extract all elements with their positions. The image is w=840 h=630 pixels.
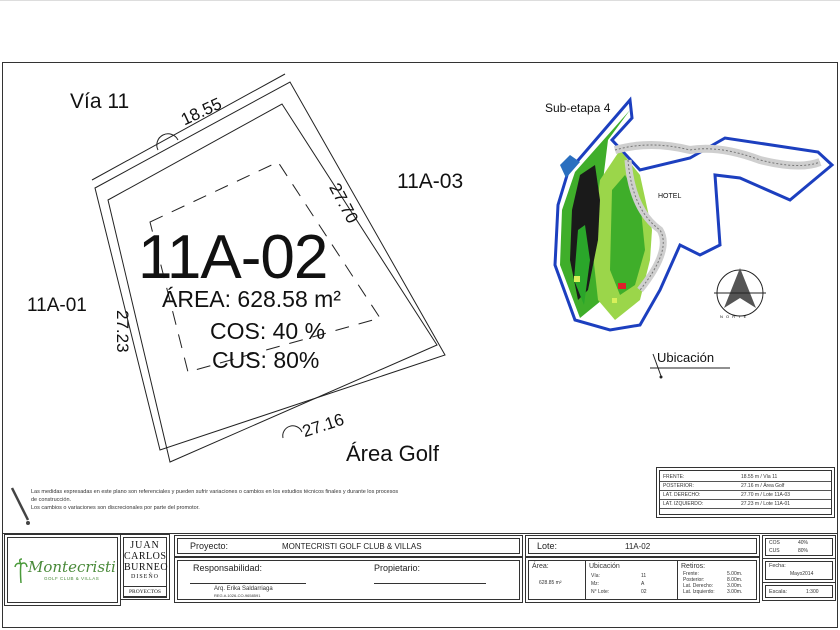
location-map-title: Sub-etapa 4 xyxy=(545,101,611,115)
fecha-value: Mayo2014 xyxy=(790,571,814,577)
firm-line3: BURNEO xyxy=(124,562,169,573)
spec-row xyxy=(660,482,831,491)
owner-label: Propietario: xyxy=(374,563,421,573)
neighbor-bottom-label: Área Golf xyxy=(346,441,439,466)
firm-line1: JUAN xyxy=(130,540,160,551)
cos-cus-box xyxy=(765,538,833,556)
retiros-row-label: Lat. Derecho: xyxy=(683,583,714,589)
top-border-line xyxy=(0,0,840,1)
neighbor-top-label: Vía 11 xyxy=(70,90,130,113)
retiros-label: Retiros: xyxy=(681,563,706,570)
retiros-row-value: 5.00m. xyxy=(727,571,743,577)
note-2: Los cambios o variaciones son discrecionales por parte del promotor. xyxy=(31,505,200,511)
lot-cos-text: COS: 40 % xyxy=(210,318,326,344)
dim-top: 18.55 xyxy=(178,94,225,130)
fecha-label: Fecha: xyxy=(769,563,786,569)
logo-palm-icon xyxy=(14,558,28,584)
spec-label: LAT. DERECHO: xyxy=(660,491,738,500)
golf-club-icon xyxy=(8,486,32,528)
retiros-row-value: 3.00m. xyxy=(727,583,743,589)
ubic-row-label: Vía: xyxy=(591,573,600,579)
ubic-row-label: N° Lote: xyxy=(591,589,610,595)
spec-row xyxy=(660,491,831,500)
escala-label: Escala: xyxy=(769,589,788,595)
location-caption-underline xyxy=(645,350,735,380)
cus-label: CUS xyxy=(769,548,780,554)
spec-row xyxy=(660,473,831,482)
location-map xyxy=(545,95,835,345)
logo-text: Montecristi xyxy=(28,558,116,576)
firm-line4: DISEÑO xyxy=(131,574,159,580)
retiros-row-label: Frente: xyxy=(683,571,699,577)
spec-table-box xyxy=(659,470,832,515)
neighbor-right-label: 11A-03 xyxy=(397,170,464,193)
lot-cus-text: CUS: 80% xyxy=(212,347,320,373)
logo-sub: GOLF CLUB & VILLAS xyxy=(44,576,100,581)
spec-row xyxy=(660,500,831,509)
area-label: Área: xyxy=(532,563,549,570)
note-1: Las medidas expresadas en este plano son referenciales y pueden sufrir variaciones o cambios en los estudios técnicos finales y durante los procesos de construcción. xyxy=(31,489,399,503)
area-value: 628.85 m² xyxy=(539,580,562,586)
spec-table xyxy=(660,473,831,509)
spec-value: 27.16 m / Área Golf xyxy=(738,482,831,491)
retiros-row-label: Posterior: xyxy=(683,577,705,583)
spec-value: 27.70 m / Lote 11A-03 xyxy=(738,491,831,500)
spec-label: FRENTE: xyxy=(660,473,738,482)
project-box xyxy=(177,538,520,554)
firm-line2: CARLOS xyxy=(124,551,167,562)
ubic-row-value: 02 xyxy=(641,589,647,595)
owner-signature-line xyxy=(374,583,486,584)
retiros-row-value: 8.00m. xyxy=(727,577,743,583)
lote-box xyxy=(528,538,757,554)
hotel-label: HOTEL xyxy=(658,193,682,200)
retiros-row-value: 3.00m. xyxy=(727,589,743,595)
ubic-row-value: 11 xyxy=(641,573,647,579)
location-caption: Ubicación xyxy=(657,350,715,365)
dim-bottom: 27.16 xyxy=(300,409,347,442)
escala-box xyxy=(765,585,833,598)
logo-box xyxy=(7,537,118,603)
ubic-row-label: Mz: xyxy=(591,581,600,587)
firm-proyectos: PROYECTOS xyxy=(123,586,167,598)
project-label: Proyecto: xyxy=(190,541,229,551)
dim-right: 27.70 xyxy=(325,180,362,227)
lot-id-title: 11A-02 xyxy=(138,223,328,292)
resp-label: Responsabilidad: xyxy=(193,563,263,573)
resp-reg: REG.#-1026-CO-9658591 xyxy=(214,593,261,598)
resp-signature-line xyxy=(190,583,306,584)
cos-value: 40% xyxy=(798,540,809,546)
neighbor-left-label: 11A-01 xyxy=(27,295,87,316)
spec-value: 27.23 m / Lote 11A-01 xyxy=(738,500,831,509)
lot-area-text: ÁREA: 628.58 m² xyxy=(162,286,341,312)
project-value: MONTECRISTI GOLF CLUB & VILLAS xyxy=(282,542,422,551)
cus-value: 80% xyxy=(798,548,809,554)
spec-label: POSTERIOR: xyxy=(660,482,738,491)
spec-label: LAT. IZQUIERDO: xyxy=(660,500,738,509)
lote-value: 11A-02 xyxy=(625,542,651,551)
resp-name: Arq. Erika Saldarriaga xyxy=(214,586,273,592)
dim-left: 27.23 xyxy=(113,310,132,353)
responsibility-box xyxy=(177,560,520,600)
compass-label: N O R T E xyxy=(720,314,748,319)
retiros-row-label: Lat. Izquierdo: xyxy=(683,589,715,595)
lote-label: Lote: xyxy=(537,541,558,551)
details-box xyxy=(528,560,757,600)
ubic-label: Ubicación xyxy=(589,563,620,570)
spec-value: 18.55 m / Vía 11 xyxy=(738,473,831,482)
escala-value: 1:300 xyxy=(806,589,819,595)
ubic-row-value: A xyxy=(641,581,645,587)
cos-label: COS xyxy=(769,540,780,546)
fecha-box xyxy=(765,561,833,580)
